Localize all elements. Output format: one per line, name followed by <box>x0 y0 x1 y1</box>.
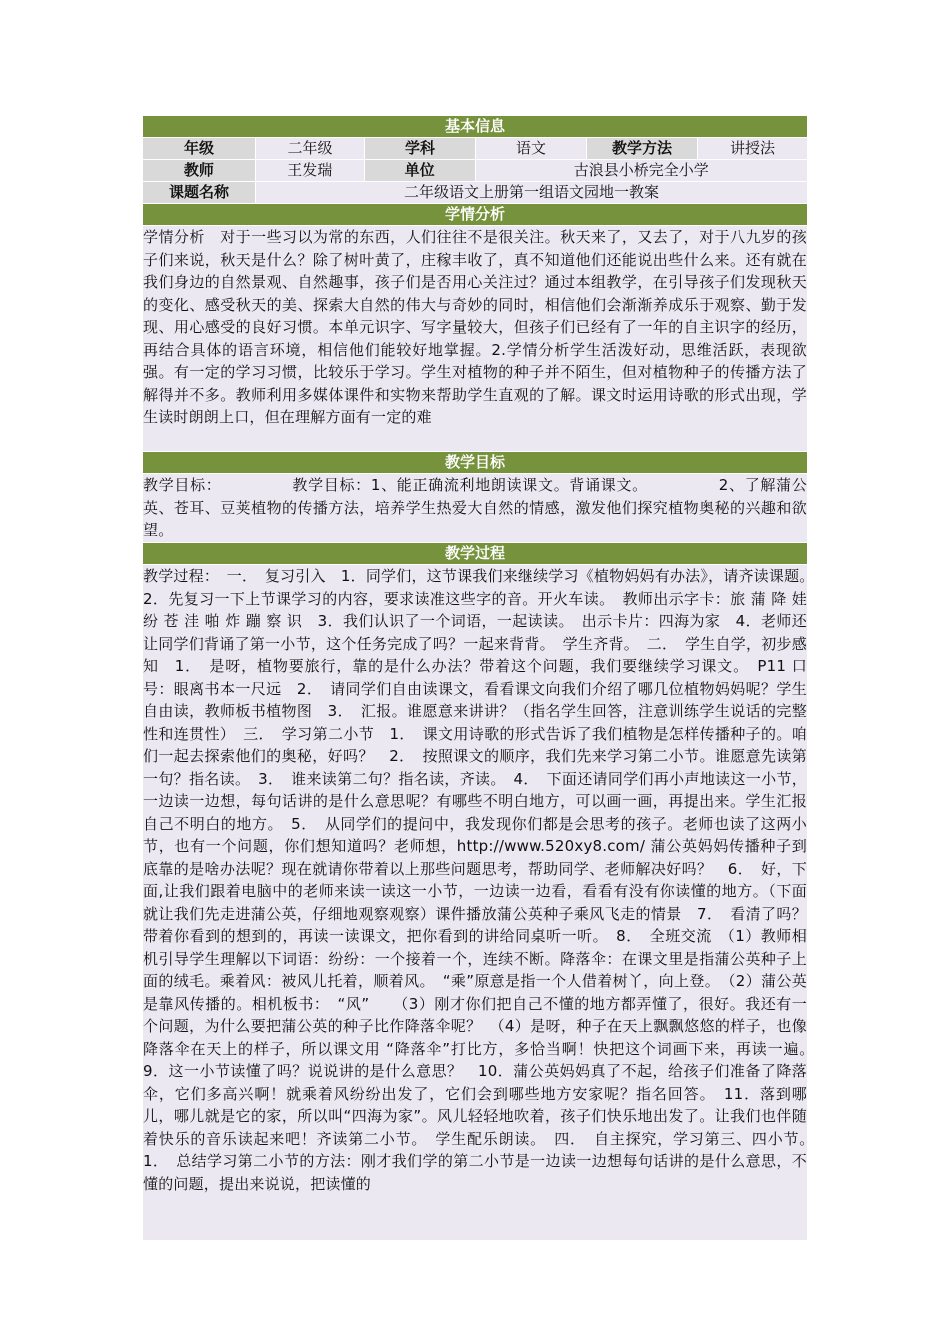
section-header-process: 教学过程 <box>143 543 807 564</box>
teacher-label: 教师 <box>143 160 255 181</box>
method-label: 教学方法 <box>587 138 697 159</box>
grade-label: 年级 <box>143 138 255 159</box>
unit-value: 古浪县小桥完全小学 <box>476 160 808 181</box>
info-row-2 <box>143 160 807 181</box>
method-value: 讲授法 <box>698 138 807 159</box>
teacher-value: 王发瑞 <box>256 160 364 181</box>
process-text: 教学过程： 一． 复习引入 1．同学们，这节课我们来继续学习《植物妈妈有办法》，请齐读课题。 2．先复习一下上节课学习的内容，要求读准这些字的音。开火车读。 教师出示字卡：旅 蒲 降 娃 纷 苍 洼 啪 炸 蹦 察 识 3．我们认识了一个词语，一起读读。 出示卡片：四海为家 4．老师还让同学们背诵了第一小节，这个任务完成了吗？一起来背背。 学生齐背。 二． 学生自学，初步感知 1． 是呀，植物要旅行，靠的是什么办法？带着这个问题，我们要继续学习课文。 P11 口号：眼离书本一尺远 2． 请同学们自由读课文，看看课文向我们介绍了哪几位植物妈妈呢？学生自由读，教师板书植物图 3． 汇报。谁愿意来讲讲？（指名学生回答，注意训练学生说话的完整性和连贯性） 三． 学习第二小节 1． 课文用诗歌的形式告诉了我们植物是怎样传播种子的。咱们一起去探索他们的奥秘，好吗？ 2． 按照课文的顺序，我们先来学习第二小节。谁愿意先读第一句？指名读。 3． 谁来读第二句？指名读，齐读。 4． 下面还请同学们再小声地读这一小节，一边读一边想，每句话讲的是什么意思呢？有哪些不明白地方，可以画一画，再提出来。学生汇报自己不明白的地方。 5． 从同学们的提问中，我发现你们都是会思考的孩子。老师也读了这两小节，也有一个问题，你们想知道吗？老师想，http://www.520xy8.com/ 蒲公英妈妈传播种子到底靠的是啥办法呢？现在就请你带着以上那些问题思考，帮助同学、老师解决好吗？ 6． 好，下面,让我们跟着电脑中的老师来读一读这一小节，一边读一边看，看看有没有你读懂的地方。（下面就让我们先走进蒲公英，仔细地观察观察）课件播放蒲公英种子乘风飞走的情景 7． 看清了吗？带着你看到的想到的，再读一读课文，把你看到的讲给同桌听一听。 8． 全班交流 （1）教师相机引导学生理解以下词语：纷纷：一个接着一个，连续不断。降落伞：在课文里是指蒲公英种子上面的绒毛。乘着风：被风儿托着，顺着风。 “乘”原意是指一个人借着树丫，向上登。 （2）蒲公英是靠风传播的。相机板书： “风” （3）刚才你们把自己不懂的地方都弄懂了，很好。我还有一个问题，为什么要把蒲公英的种子比作降落伞呢？ （4）是呀，种子在天上飘飘悠悠的样子，也像降落伞在天上的样子，所以课文用 “降落伞”打比方，多恰当啊！快把这个词画下来，再读一遍。 9．这一小节读懂了吗？说说讲的是什么意思？ 10．蒲公英妈妈真了不起，给孩子们准备了降落伞，它们多高兴啊！就乘着风纷纷出发了，它们会到哪些地方安家呢？指名回答。 11．落到哪儿，哪儿就是它的家，所以叫“四海为家”。风儿轻轻地吹着，孩子们快乐地出发了。让我们也伴随着快乐的音乐读起来吧！齐读第二小节。 学生配乐朗读。 四． 自主探究，学习第三、四小节。 1． 总结学习第二小节的方法：刚才我们学的第二小节是一边读一边想每句话讲的是什么意思，不懂的问题，提出来说说，把读懂的 <box>143 565 807 1240</box>
goals-text: 教学目标： 教学目标：1、能正确流利地朗读课文。背诵课文。 2、了解蒲公英、苍耳、豆荚植物的传播方法，培养学生热爱大自然的情感，激发他们探究植物奥秘的兴趣和欲望。 <box>143 474 807 542</box>
lesson-plan-sheet <box>143 116 823 1240</box>
subject-value: 语文 <box>476 138 586 159</box>
unit-label: 单位 <box>365 160 475 181</box>
section-header-basic-info: 基本信息 <box>143 116 807 137</box>
info-row-3 <box>143 182 807 203</box>
grade-value: 二年级 <box>256 138 364 159</box>
analysis-text: 学情分析 对于一些习以为常的东西，人们往往不是很关注。秋天来了，又去了，对于八九岁的孩子们来说，秋天是什么？除了树叶黄了，庄稼丰收了，真不知道他们还能说出些什么来。还有就在我们身边的自然景观、自然趣事，孩子们是否用心关注过？通过本组教学，在引导孩子们发现秋天的变化、感受秋天的美、探索大自然的伟大与奇妙的同时，相信他们会渐渐养成乐于观察、勤于发现、用心感受的良好习惯。本单元识字、写字量较大，但孩子们已经有了一年的自主识字的经历，再结合具体的语言环境，相信他们能较好地掌握。2.学情分析学生活泼好动，思维活跃，表现欲强。有一定的学习习惯，比较乐于学习。学生对植物的种子并不陌生，但对植物种子的传播方法了解得并不多。教师利用多媒体课件和实物来帮助学生直观的了解。课文时运用诗歌的形式出现，学生读时朗朗上口，但在理解方面有一定的难 <box>143 226 807 451</box>
section-header-analysis: 学情分析 <box>143 204 807 225</box>
lesson-title-value: 二年级语文上册第一组语文园地一教案 <box>256 182 807 203</box>
lesson-title-label: 课题名称 <box>143 182 255 203</box>
subject-label: 学科 <box>365 138 475 159</box>
info-row-1 <box>143 138 807 159</box>
section-header-goals: 教学目标 <box>143 452 807 473</box>
